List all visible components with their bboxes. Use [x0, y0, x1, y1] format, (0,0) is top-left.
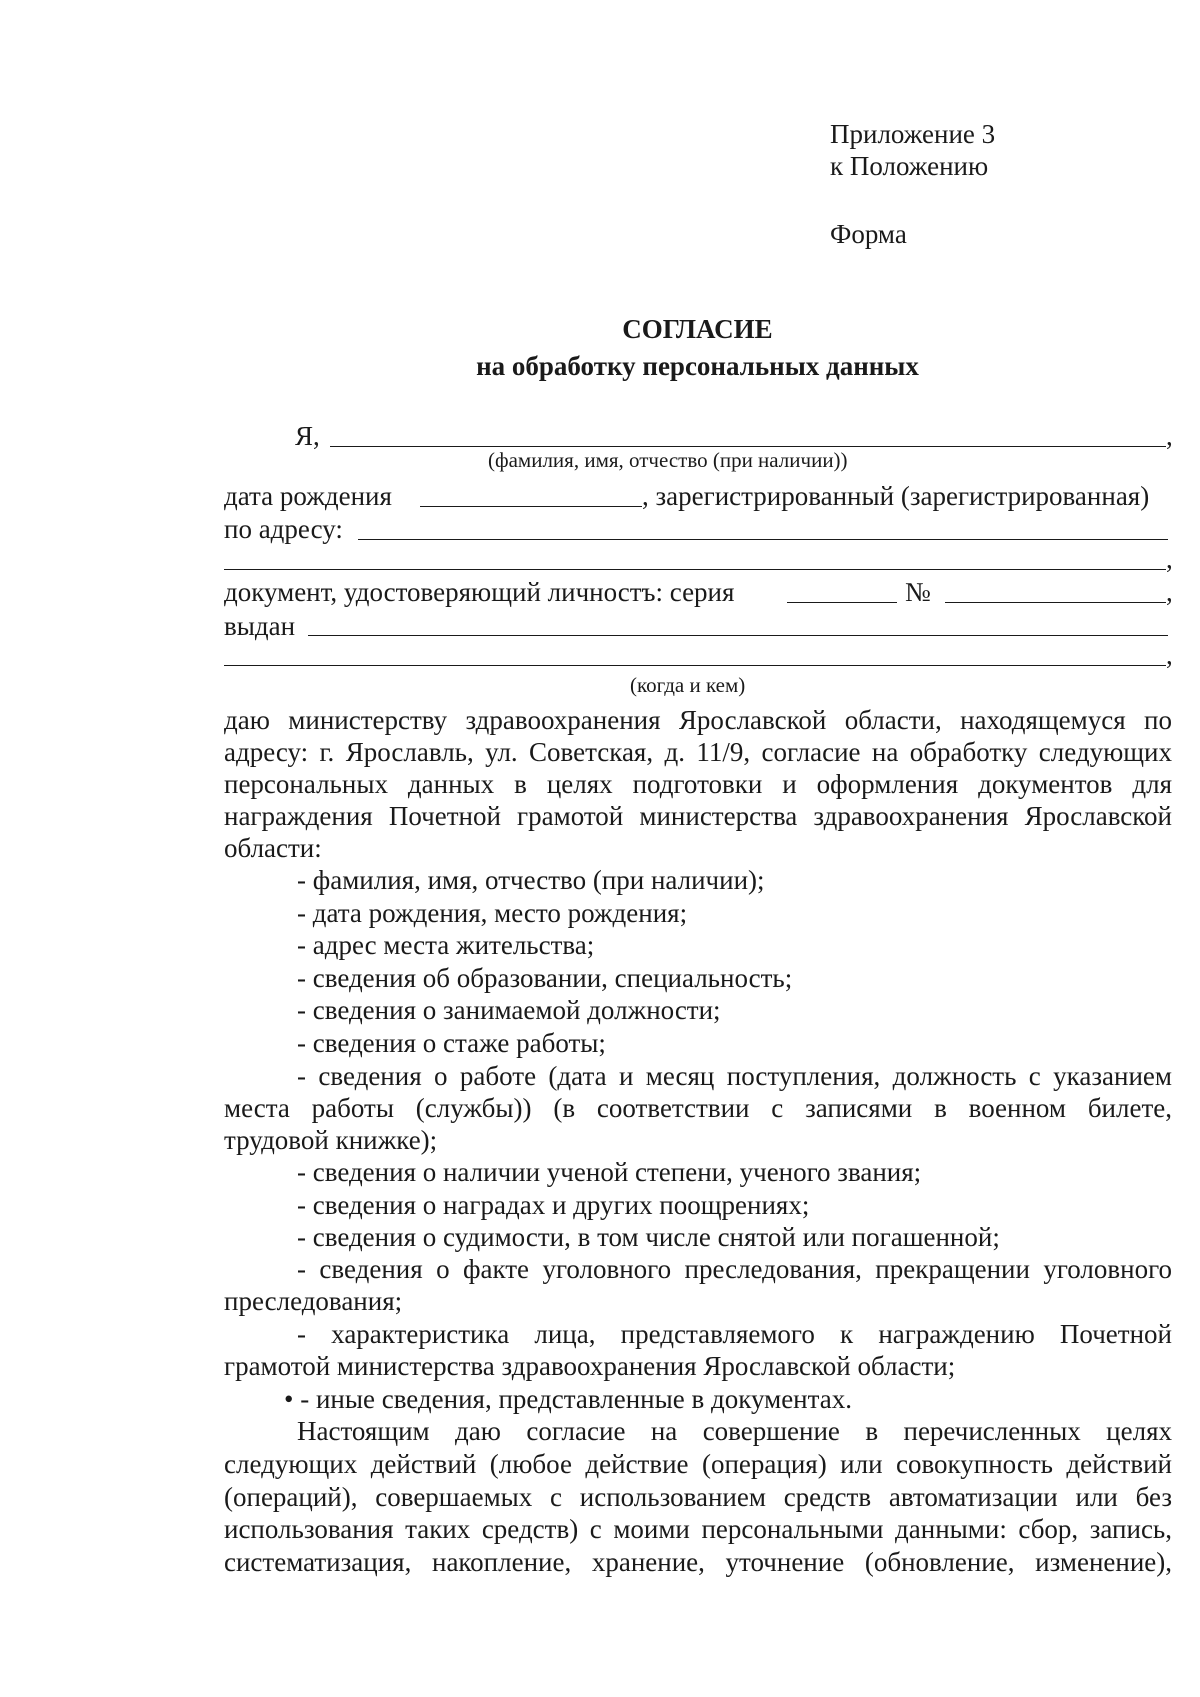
issued-label: выдан — [224, 611, 296, 641]
form-label: Форма — [830, 219, 907, 249]
intro-line: награждения Почетной грамотой министерства здравоохранения Ярославской — [224, 801, 1172, 831]
issued-field-line2[interactable] — [224, 665, 1166, 666]
intro-line: адресу: г. Ярославль, ул. Советская, д. 11/9, согласие на обработку следующих — [224, 737, 1172, 767]
issued-field-line1[interactable] — [308, 635, 1168, 636]
issued-comma: , — [1166, 640, 1173, 670]
name-comma: , — [1166, 421, 1173, 451]
dob-label: дата рождения — [224, 481, 392, 511]
dob-field[interactable] — [420, 506, 642, 507]
full-name-hint: (фамилия, имя, отчество (при наличии)) — [488, 448, 848, 472]
list-item-continuation: грамотой министерства здравоохранения Ярославской области; — [224, 1351, 956, 1381]
list-item: - дата рождения, место рождения; — [297, 898, 688, 928]
list-item-continuation: преследования; — [224, 1286, 403, 1316]
list-item: - адрес места жительства; — [297, 930, 595, 960]
list-item: - фамилия, имя, отчество (при наличии); — [297, 865, 765, 895]
intro-line: области: — [224, 833, 322, 863]
id-comma: , — [1166, 577, 1173, 607]
consent-line: следующих действий (любое действие (операция) или совокупность действий — [224, 1449, 1172, 1479]
list-item: - сведения о наличии ученой степени, ученого звания; — [297, 1157, 922, 1187]
id-series-field[interactable] — [787, 602, 897, 603]
id-document-label: документ, удостоверяющий личностъ: серия — [224, 577, 735, 607]
consent-line: использования таких средств) с моими персональными данными: сбор, запись, — [224, 1514, 1172, 1544]
list-item: • - иные сведения, представленные в документах. — [284, 1384, 852, 1414]
id-number-field[interactable] — [945, 602, 1166, 603]
id-number-label: № — [905, 577, 931, 607]
consent-line: систематизация, накопление, хранение, уточнение (обновление, изменение), — [224, 1547, 1172, 1577]
document-subtitle: на обработку персональных данных — [476, 351, 919, 381]
list-item: - сведения о наградах и других поощрениях; — [297, 1190, 810, 1220]
list-item: - сведения о работе (дата и месяц поступления, должность с указанием — [297, 1061, 1172, 1091]
list-item: - сведения об образовании, специальность; — [297, 963, 793, 993]
appendix-number: Приложение 3 — [830, 119, 996, 149]
list-item: - характеристика лица, представляемого к награждению Почетной — [297, 1319, 1172, 1349]
intro-line: даю министерству здравоохранения Ярославской области, находящемуся по — [224, 705, 1172, 735]
document-title: СОГЛАСИЕ — [622, 314, 773, 344]
list-item: - сведения о занимаемой должности; — [297, 995, 721, 1025]
issued-hint: (когда и кем) — [630, 673, 746, 697]
intro-line: персональных данных в целях подготовки и оформления документов для — [224, 769, 1172, 799]
list-item: - сведения о судимости, в том числе снятой или погашенной; — [297, 1222, 1000, 1252]
list-item-continuation: трудовой книжке); — [224, 1125, 438, 1155]
appendix-reference: к Положению — [830, 151, 989, 181]
address-label: по адресу: — [224, 514, 343, 544]
address-comma: , — [1166, 544, 1173, 574]
address-field-line1[interactable] — [358, 539, 1168, 540]
list-item: - сведения о стаже работы; — [297, 1028, 606, 1058]
list-item: - сведения о факте уголовного преследования, прекращении уголовного — [297, 1254, 1172, 1284]
list-item-continuation: места работы (службы)) (в соответствии с записями в военном билете, — [224, 1093, 1172, 1123]
address-field-line2[interactable] — [224, 569, 1166, 570]
consent-line: (операций), совершаемых с использованием средств автоматизации или без — [224, 1482, 1172, 1512]
consent-line: Настоящим даю согласие на совершение в перечисленных целях — [297, 1416, 1172, 1446]
registered-label: , зарегистрированный (зарегистрированная) — [642, 481, 1150, 511]
i-label: Я, — [295, 421, 320, 451]
